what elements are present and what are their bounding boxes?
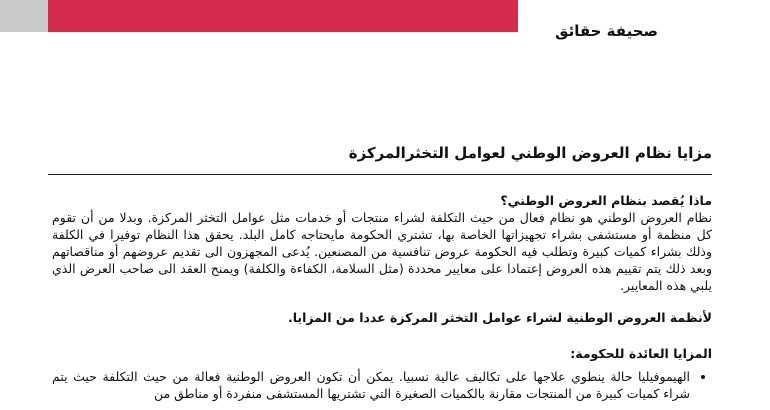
- page-title: مزايا نظام العروض الوطني لعوامل التخثرالمركزة: [348, 144, 712, 163]
- section-heading-definition: ماذا يُقصد بنظام العروض الوطني؟: [500, 193, 712, 208]
- section-heading-advantages: لأنظمة العروض الوطنية لشراء عوامل التخثر المركزة عددا من المزايا.: [287, 310, 712, 325]
- document-body: [52, 192, 712, 402]
- header-gray-block: [0, 0, 48, 32]
- list-item: • الهيموفيليا حالة ينطوي علاجها على تكاليف عالية نسبيا. يمكن أن تكون العروض الوطنية فعالة من حيث التكلفة حيث يتم شراء كميات كبيرة من المنتجات مقارنة بالكميات الصغيرة التي تشتريها المستشفى منفردة أو مناطق من: [52, 368, 690, 402]
- section-heading-government-benefits: المزايا العائدة للحكومة:: [570, 346, 712, 361]
- government-benefits-list: [52, 368, 712, 402]
- definition-paragraph: نظام العروض الوطني هو نظام فعال من حيث التكلفة لشراء منتجات أو خدمات مثل عوامل التخثر المركزة. وبدلا من أن تقوم كل منظمة أو مستشفى بشراء تجهيزاتها الخاصة بها، تشتري الحكومة مايحتاجه كامل البلد. يحقق هذا النظام توفيرا في الكلفة وذلك بشراء كميات كبيرة وتطلب فيه الحكومة عروض تنافسية من المصنعين. يُدعى المجهزون الى تقديم عروضهم أو مناقصاتهم وبعد ذلك يتم تقييم هذه العروض إعتمادا على معايير محددة (مثل السلامة، الكفاءة والكلفة) ويمنح العقد الى صاحب العرض الذي يلبي هذه المعايير.: [52, 210, 712, 293]
- header-red-bar: [48, 0, 518, 32]
- title-divider: [48, 174, 712, 175]
- document-type-label: صحيفة حقائق: [555, 22, 658, 40]
